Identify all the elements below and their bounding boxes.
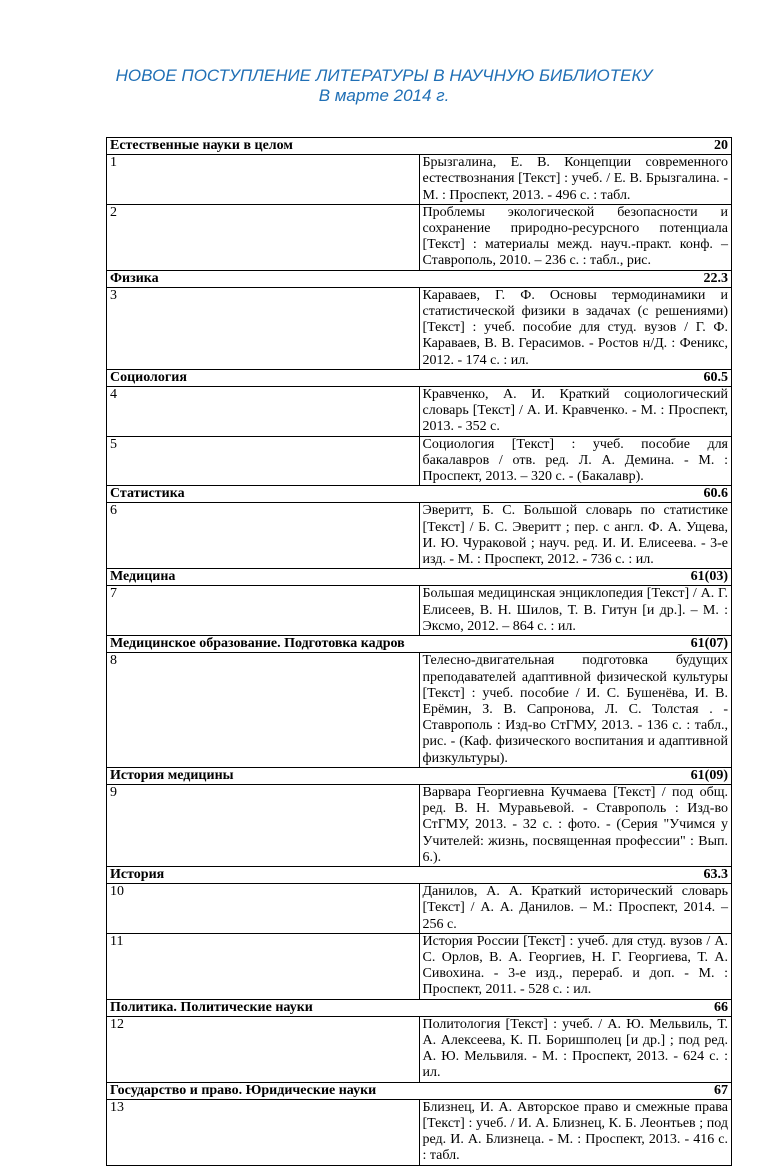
entry-number: 11: [107, 933, 420, 999]
entry-number: 10: [107, 884, 420, 934]
section-header-cell: [107, 569, 732, 586]
section-name: История: [110, 866, 165, 882]
catalog-body: [107, 138, 732, 1166]
section-header: [107, 486, 732, 503]
title-line-2: В марте 2014 г.: [318, 86, 450, 105]
section-code: 61(03): [690, 569, 728, 585]
entry-citation: Политология [Текст] : учеб. / А. Ю. Мельвиль, Т. А. Алексеева, К. П. Боришполец [и др.] ; под ред. А. Ю. Мельвиля. - М. : Проспект, 2013. - 624 с. : ил.: [419, 1016, 732, 1082]
entry-number: 3: [107, 287, 420, 369]
entry-citation: Данилов, А. А. Краткий исторический словарь [Текст] / А. А. Данилов. – М.: Проспект, 2014. – 256 с.: [419, 884, 732, 934]
section-name: Политика. Политические науки: [110, 999, 313, 1015]
section-code: 20: [714, 138, 728, 153]
section-header-cell: [107, 866, 732, 883]
entry-number: 6: [107, 503, 420, 569]
section-code: 63.3: [703, 866, 728, 882]
section-header: [107, 999, 732, 1016]
section-header-cell: [107, 369, 732, 386]
section-header-cell: [107, 636, 732, 653]
entry-citation: Эверитт, Б. С. Большой словарь по статистике [Текст] / Б. С. Эверитт ; пер. с англ. Ф. А. Ущева, И. Ю. Чураковой ; науч. ред. И. И. Елисеева. - 3-е изд. - М. : Проспект, 2012. - 736 с. : ил.: [419, 503, 732, 569]
entry-citation: Брызгалина, Е. В. Концепции современного естествознания [Текст] : учеб. / Е. В. Брызгалина. - М. : Проспект, 2013. - 496 с. : табл.: [419, 155, 732, 205]
section-header-cell: [107, 486, 732, 503]
title-line-1: НОВОЕ ПОСТУПЛЕНИЕ ЛИТЕРАТУРЫ В НАУЧНУЮ БИБЛИОТЕКУ: [115, 66, 653, 85]
entry-number: 1: [107, 155, 420, 205]
table-row: [107, 204, 732, 270]
section-name: Социология: [110, 369, 187, 385]
table-row: [107, 933, 732, 999]
section-header-cell: [107, 270, 732, 287]
entry-citation: Кравченко, А. И. Краткий социологический словарь [Текст] / А. И. Кравченко. - М. : Проспект, 2013. - 352 с.: [419, 387, 732, 437]
section-header-cell: [107, 138, 732, 155]
table-row: [107, 884, 732, 934]
table-row: [107, 784, 732, 866]
section-header: [107, 636, 732, 653]
section-header-cell: [107, 767, 732, 784]
table-row: [107, 387, 732, 437]
entry-number: 4: [107, 387, 420, 437]
section-name: Медицина: [110, 569, 176, 585]
entry-citation: Большая медицинская энциклопедия [Текст] / А. Г. Елисеев, В. Н. Шилов, Т. В. Гитун [и др.]. – М. : Эксмо, 2012. – 864 с. : ил.: [419, 586, 732, 636]
table-row: [107, 586, 732, 636]
table-row: [107, 1016, 732, 1082]
section-code: 60.5: [703, 369, 728, 385]
section-name: Медицинское образование. Подготовка кадров: [110, 636, 405, 652]
section-code: 67: [714, 1082, 728, 1098]
section-header-cell: [107, 999, 732, 1016]
entry-citation: Варвара Георгиевна Кучмаева [Текст] / под общ. ред. В. Н. Муравьевой. - Ставрополь : Изд-во СтГМУ, 2013. - 32 с. : фото. - (Серия "Учимся у Учителей: жизнь, посвященная профессии" : Вып. 6.).: [419, 784, 732, 866]
table-row: [107, 287, 732, 369]
table-row: [107, 503, 732, 569]
page-title: [0, 66, 768, 106]
section-header: [107, 569, 732, 586]
section-code: 60.6: [703, 486, 728, 502]
table-row: [107, 436, 732, 486]
section-code: 61(09): [690, 767, 728, 783]
entry-number: 9: [107, 784, 420, 866]
entry-citation: Социология [Текст] : учеб. пособие для бакалавров / отв. ред. Л. А. Демина. - М. : Проспект, 2013. – 320 с. - (Бакалавр).: [419, 436, 732, 486]
section-code: 61(07): [690, 636, 728, 652]
entry-number: 13: [107, 1099, 420, 1165]
table-row: [107, 1099, 732, 1165]
entry-number: 5: [107, 436, 420, 486]
section-header: [107, 369, 732, 386]
section-name: История медицины: [110, 767, 234, 783]
section-name: Физика: [110, 270, 159, 286]
entry-number: 7: [107, 586, 420, 636]
section-header: [107, 270, 732, 287]
section-header: [107, 767, 732, 784]
section-code: 22.3: [703, 270, 728, 286]
section-name: Государство и право. Юридические науки: [110, 1082, 377, 1098]
entry-citation: История России [Текст] : учеб. для студ. вузов / А. С. Орлов, В. А. Георгиев, Н. Г. Георгиева, Т. А. Сивохина. - 3-е изд., перераб. и доп. - М. : Проспект, 2011. - 528 с. : ил.: [419, 933, 732, 999]
section-header-cell: [107, 1082, 732, 1099]
entry-citation: Проблемы экологической безопасности и сохранение природно-ресурсного потенциала [Текст] : материалы межд. науч.-практ. конф. – Ставрополь, 2010. – 236 с. : табл., рис.: [419, 204, 732, 270]
entry-number: 12: [107, 1016, 420, 1082]
entry-number: 2: [107, 204, 420, 270]
entry-number: 8: [107, 653, 420, 767]
table-row: [107, 653, 732, 767]
section-name: Статистика: [110, 486, 185, 502]
entry-citation: Караваев, Г. Ф. Основы термодинамики и статистической физики в задачах (с решениями) [Текст] : учеб. пособие для студ. вузов / Г. Ф. Караваев, В. В. Герасимов. - Ростов н/Д. : Феникс, 2012. - 174 с. : ил.: [419, 287, 732, 369]
table-row: [107, 155, 732, 205]
entry-citation: Близнец, И. А. Авторское право и смежные права [Текст] : учеб. / И. А. Близнец, К. Б. Леонтьев ; под ред. И. А. Близнеца. - М. : Проспект, 2013. - 416 с. : табл.: [419, 1099, 732, 1165]
section-header: [107, 866, 732, 883]
entry-citation: Телесно-двигательная подготовка будущих преподавателей адаптивной физической культуры [Текст] : учеб. пособие / И. С. Бушенёва, И. В. Ерёмин, З. В. Сапронова, Л. С. Толстая . - Ставрополь : Изд-во СтГМУ, 2013. - 136 с. : табл., рис. - (Каф. физического воспитания и адаптивной физкультуры).: [419, 653, 732, 767]
section-header: [107, 138, 732, 155]
section-code: 66: [714, 999, 728, 1015]
section-header: [107, 1082, 732, 1099]
section-name: Естественные науки в целом: [110, 138, 293, 153]
catalog-table: [106, 137, 732, 1166]
